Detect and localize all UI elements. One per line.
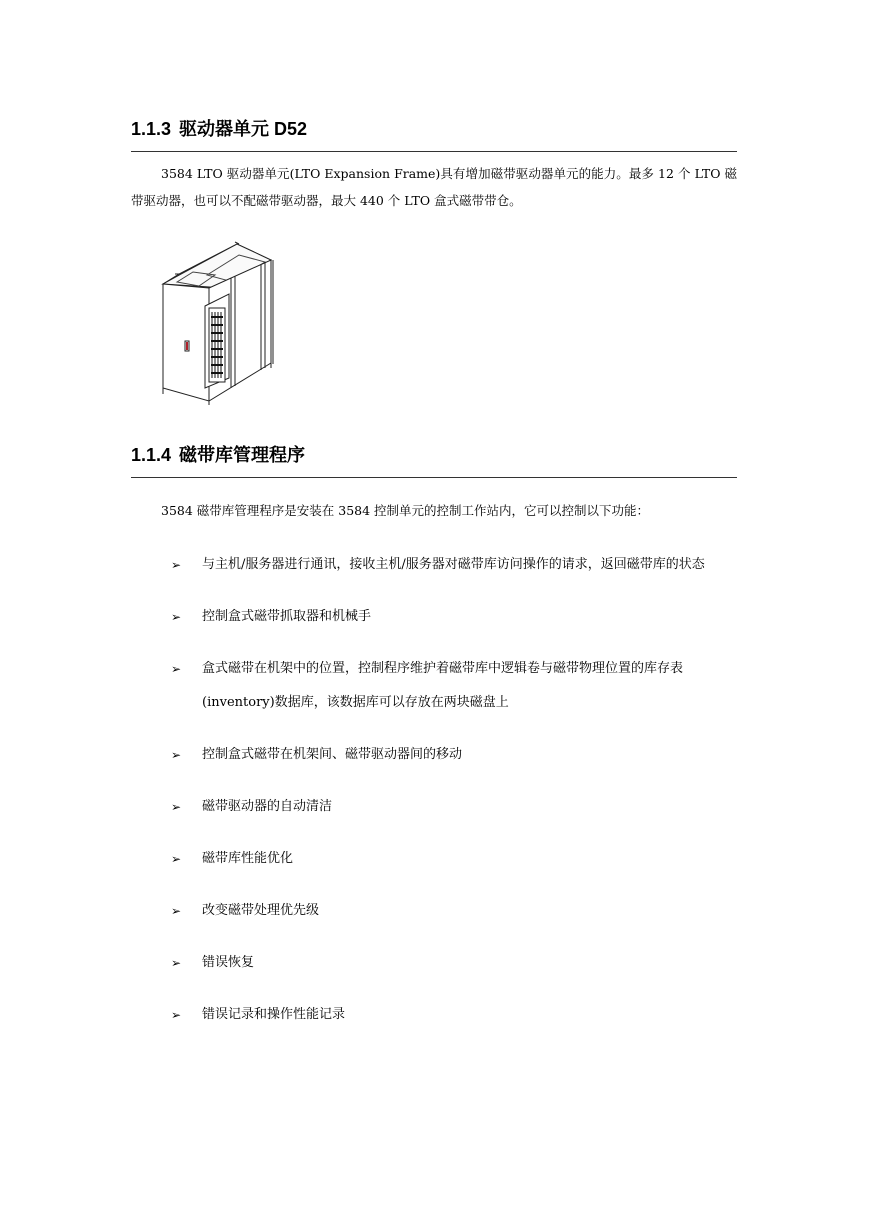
arrow-bullet-icon: ➢ (171, 852, 182, 866)
section-number: 1.1.3 (131, 119, 172, 139)
arrow-bullet-icon: ➢ (171, 800, 182, 814)
arrow-bullet-icon: ➢ (171, 956, 182, 970)
heading-rule (131, 477, 737, 478)
heading-rule (131, 151, 737, 152)
list-item (131, 842, 737, 876)
section-number: 1.1.4 (131, 445, 172, 465)
list-item-text: 错误恢复 (202, 955, 255, 970)
list-item-text: 错误记录和操作性能记录 (202, 1007, 346, 1022)
list-item (131, 894, 737, 928)
list-item (131, 998, 737, 1032)
list-item (131, 548, 737, 582)
section-heading-1-1-3 (131, 118, 737, 140)
list-item (131, 600, 737, 634)
section-heading-1-1-4 (131, 444, 737, 466)
section-title: 驱动器单元 D52 (179, 119, 308, 139)
list-item-text: 磁带驱动器的自动清洁 (202, 799, 333, 814)
d52-frame-illustration (155, 238, 280, 405)
list-item-text: 磁带库性能优化 (202, 851, 294, 866)
list-item (131, 738, 737, 772)
list-item (131, 790, 737, 824)
arrow-bullet-icon: ➢ (171, 904, 182, 918)
paragraph-library-manager: 3584 磁带库管理程序是安装在 3584 控制单元的控制工作站内，它可以控制以下功能： (161, 503, 650, 518)
list-item-text: 控制盒式磁带抓取器和机械手 (202, 609, 372, 624)
arrow-bullet-icon: ➢ (171, 610, 182, 624)
arrow-bullet-icon: ➢ (171, 662, 182, 676)
list-item-text: 盒式磁带在机架中的位置，控制程序维护着磁带库中逻辑卷与磁带物理位置的库存表(inventory)数据库，该数据库可以存放在两块磁盘上 (202, 661, 684, 710)
arrow-bullet-icon: ➢ (171, 558, 182, 572)
arrow-bullet-icon: ➢ (171, 748, 182, 762)
function-list (131, 548, 737, 1050)
list-item-text: 与主机/服务器进行通讯，接收主机/服务器对磁带库访问操作的请求，返回磁带库的状态 (202, 557, 705, 572)
list-item-text: 控制盒式磁带在机架间、磁带驱动器间的移动 (202, 747, 463, 762)
paragraph-d52: 3584 LTO 驱动器单元(LTO Expansion Frame)具有增加磁带驱动器单元的能力。最多 12 个 LTO 磁带驱动器，也可以不配磁带驱动器，最大 440 个 LTO 盒式磁带带仓。 (131, 166, 737, 208)
list-item (131, 946, 737, 980)
list-item (131, 652, 737, 720)
section-title: 磁带库管理程序 (179, 445, 306, 465)
list-item-text: 改变磁带处理优先级 (202, 903, 320, 918)
arrow-bullet-icon: ➢ (171, 1008, 182, 1022)
